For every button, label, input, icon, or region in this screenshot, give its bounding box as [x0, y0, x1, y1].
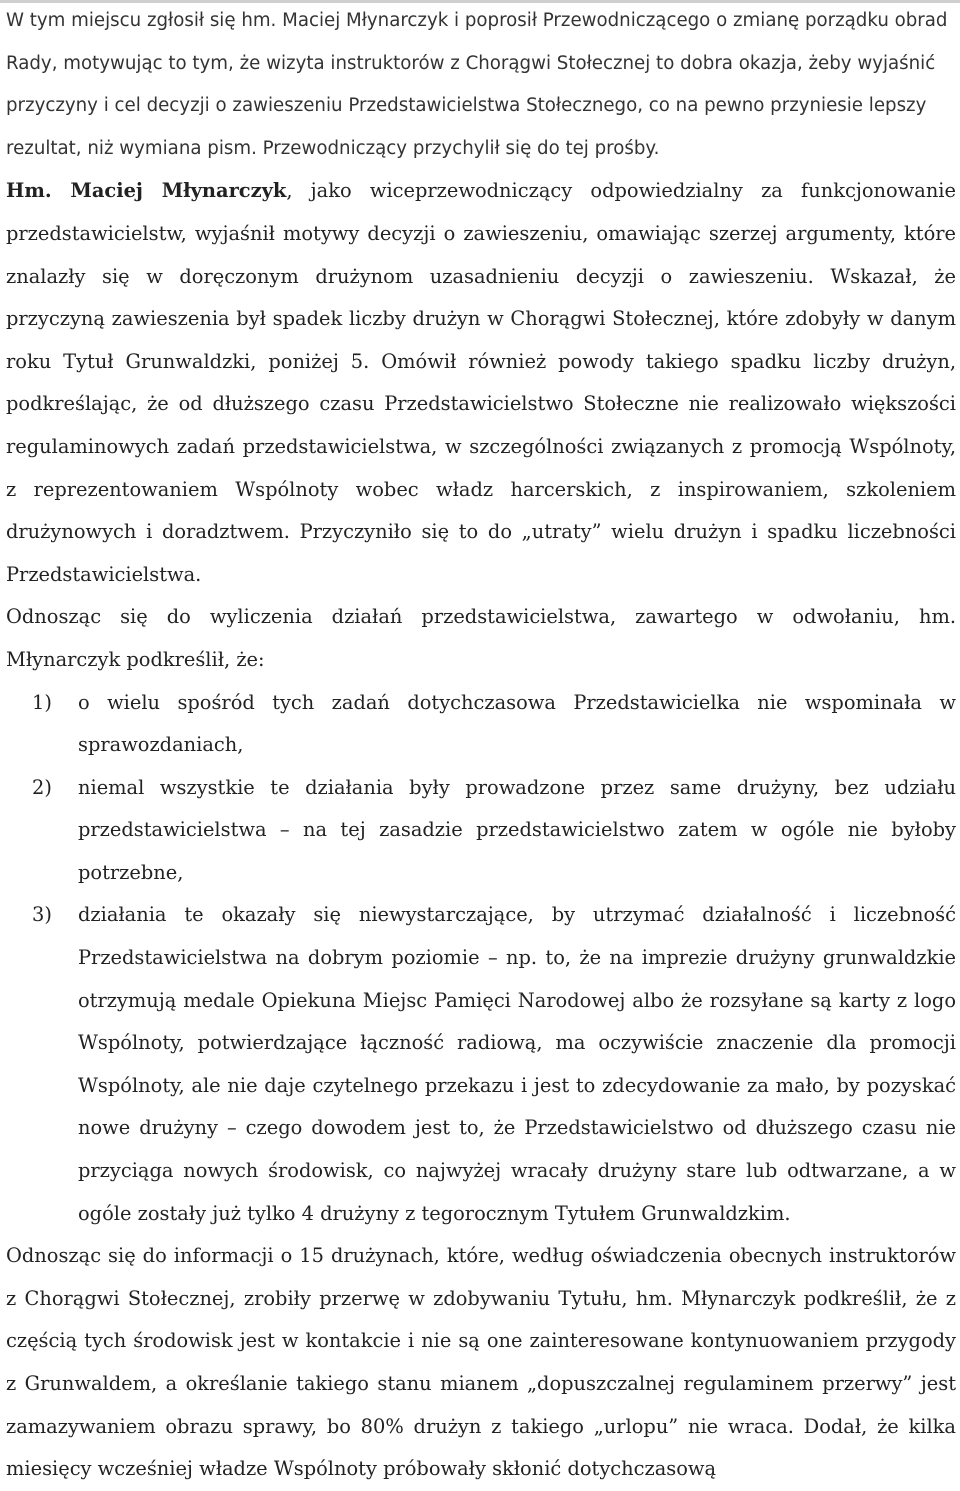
list-item — [6, 682, 956, 767]
list-item-number: 2) — [32, 775, 52, 799]
list-item-text: działania te okazały się niewystarczające, by utrzymać działalność i liczebność Przedstawicielstwa na dobrym poziomie – np. to, że na imprezie drużyny grunwaldzkie otrzymują medale Opiekuna Miejsc Pamięci Narodowej albo że rozsyłane są karty z logo Wspólnoty, potwierdzające łączność radiową, ma oczywiście znaczenie dla promocji Wspólnoty, ale nie daje czytelnego przekazu i jest to zdecydowanie za mało, by pozyskać nowe drużyny – czego dowodem jest to, że Przedstawicielstwo od dłuższego czasu nie przyciąga nowych środowisk, co najwyżej wracały drużyny stare lub odtwarzane, a w ogóle zostały już tylko 4 drużyny z tegorocznym Tytułem Grunwaldzkim. — [78, 903, 956, 1225]
document-body — [6, 0, 956, 1491]
list-item-number: 3) — [32, 903, 52, 927]
numbered-list — [6, 682, 956, 1236]
paragraph-enumeration-intro: Odnosząc się do wyliczenia działań przedstawicielstwa, zawartego w odwołaniu, hm. Młynarczyk podkreślił, że: — [6, 605, 956, 671]
list-item — [6, 894, 956, 1235]
speaker-name: Hm. Maciej Młynarczyk — [6, 179, 287, 203]
list-item — [6, 767, 956, 895]
paragraph-fifteen-teams: Odnosząc się do informacji o 15 drużynach, które, według oświadczenia obecnych instruktorów z Chorągwi Stołecznej, zrobiły przerwę w zdobywaniu Tytułu, hm. Młynarczyk podkreślił, że z częścią tych środowisk jest w kontakcie i nie są one zainteresowane kontynuowaniem przygody z Grunwaldem, a określanie takiego stanu mianem „dopuszczalnej regulaminem przerwy” jest zamazywaniem obrazu sprawy, bo 80% drużyn z takiego „urlopu” nie wraca. Dodał, że kilka miesięcy wcześniej władze Wspólnoty próbowały skłonić dotychczasową — [6, 1244, 956, 1481]
list-item-number: 1) — [32, 690, 52, 714]
explanation-text: , jako wiceprzewodniczący odpowiedzialny za funkcjonowanie przedstawicielstw, wyjaśnił motywy decyzji o zawieszeniu, omawiając szerzej argumenty, które znalazły się w doręczonym drużynom uzasadnieniu decyzji o zawieszeniu. Wskazał, że przyczyną zawieszenia był spadek liczby drużyn w Chorągwi Stołecznej, które zdobyły w danym roku Tytuł Grunwaldzki, poniżej 5. Omówił również powody takiego spadku liczby drużyn, podkreślając, że od dłuższego czasu Przedstawicielstwo Stołeczne nie realizowało większości regulaminowych zadań przedstawicielstwa, w szczególności związanych z promocją Wspólnoty, z reprezentowaniem Wspólnoty wobec władz harcerskich, z inspirowaniem, szkoleniem drużynowych i doradztwem. Przyczyniło się to do „utraty” wielu drużyn i spadku liczebności Przedstawicielstwa. — [6, 179, 956, 586]
paragraph-explanation — [6, 170, 956, 596]
paragraph-intro: W tym miejscu zgłosił się hm. Maciej Młynarczyk i poprosił Przewodniczącego o zmianę porządku obrad Rady, motywując to tym, że wizyta instruktorów z Chorągwi Stołecznej to dobra okazja, żeby wyjaśnić przyczyny i cel decyzji o zawieszeniu Przedstawicielstwa Stołecznego, co na pewno przyniesie lepszy rezultat, niż wymiana pism. Przewodniczący przychylił się do tej prośby. — [6, 10, 948, 159]
list-item-text: niemal wszystkie te działania były prowadzone przez same drużyny, bez udziału przedstawicielstwa – na tej zasadzie przedstawicielstwo zatem w ogóle nie byłoby potrzebne, — [78, 775, 956, 884]
list-item-text: o wielu spośród tych zadań dotychczasowa Przedstawicielka nie wspominała w sprawozdaniach, — [78, 690, 956, 757]
